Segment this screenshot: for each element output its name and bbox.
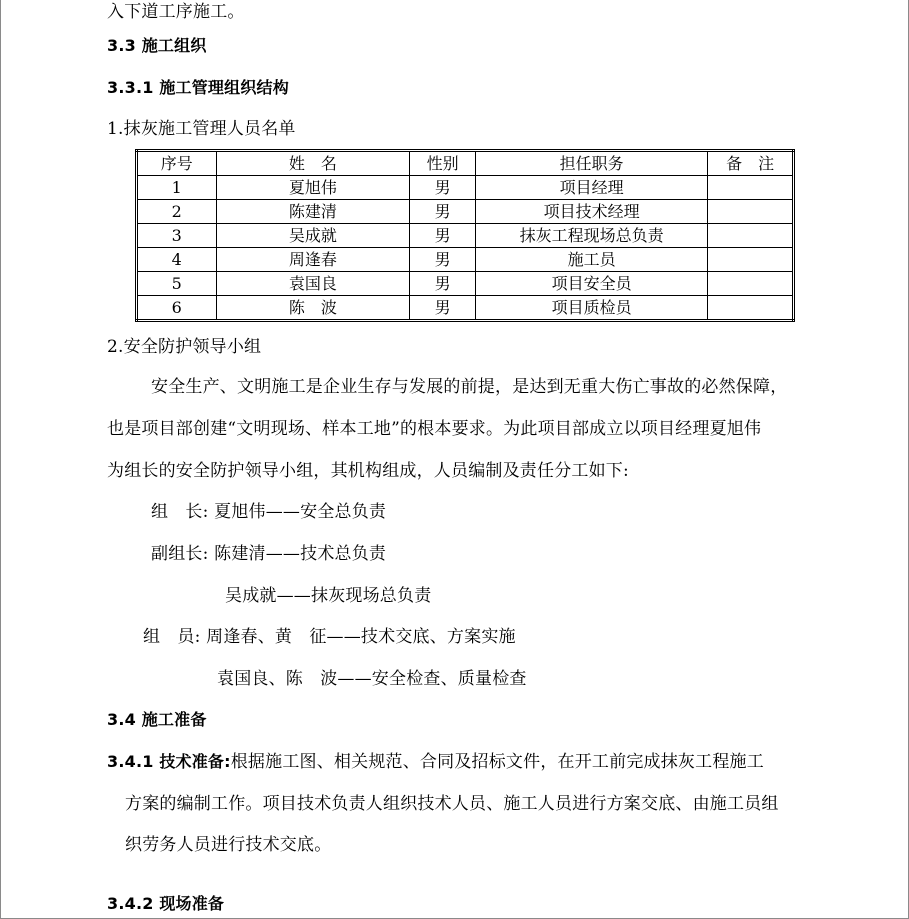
paragraph-line-1: 安全生产、文明施工是企业生存与发展的前提，是达到无重大伤亡事故的必然保障， [151, 377, 788, 397]
cell-remarks [708, 200, 794, 224]
cell-remarks [708, 296, 794, 321]
cell-name: 陈 波 [216, 296, 410, 321]
cell-no: 3 [137, 224, 217, 248]
table-row [137, 248, 794, 272]
cell-gender: 男 [410, 296, 476, 321]
role-members-2: 袁国良、陈 波——安全检查、质量检查 [217, 669, 527, 689]
cell-no: 2 [137, 200, 217, 224]
intro-tail-text: 入下道工序施工。 [107, 2, 245, 22]
role-members: 组 员: 周逢春、黄 征——技术交底、方案实施 [143, 627, 516, 647]
cell-gender: 男 [410, 176, 476, 200]
cell-remarks [708, 176, 794, 200]
cell-duty: 施工员 [475, 248, 707, 272]
section-3-4-1-text-1: 根据施工图、相关规范、合同及招标文件，在开工前完成抹灰工程施工 [230, 752, 764, 772]
cell-duty: 项目质检员 [475, 296, 707, 321]
section-3-4-1-first-line [107, 751, 764, 773]
cell-remarks [708, 248, 794, 272]
cell-remarks [708, 224, 794, 248]
role-deputy: 副组长: 陈建清——技术总负责 [151, 544, 387, 564]
cell-name: 袁国良 [216, 272, 410, 296]
column-header-name: 姓 名 [216, 151, 410, 176]
column-header-remarks: 备 注 [708, 151, 794, 176]
section-3-4-1-label: 3.4.1 技术准备: [107, 752, 231, 771]
table-row [137, 200, 794, 224]
role-leader: 组 长: 夏旭伟——安全总负责 [151, 502, 387, 522]
list-item-safety-group: 2.安全防护领导小组 [107, 337, 262, 357]
cell-name: 夏旭伟 [216, 176, 410, 200]
staff-roster-table [135, 149, 795, 322]
cell-name: 周逢春 [216, 248, 410, 272]
table-header-row [137, 151, 794, 176]
cell-no: 1 [137, 176, 217, 200]
column-header-no: 序号 [137, 151, 217, 176]
column-header-duty: 担任职务 [475, 151, 707, 176]
section-3-4-1-text-3: 织劳务人员进行技术交底。 [125, 835, 332, 855]
cell-duty: 项目安全员 [475, 272, 707, 296]
section-3-4-1-text-2: 方案的编制工作。项目技术负责人组织技术人员、施工人员进行方案交底、由施工员组 [125, 794, 779, 814]
cell-duty: 项目经理 [475, 176, 707, 200]
paragraph-line-3: 为组长的安全防护领导小组，其机构组成，人员编制及责任分工如下: [107, 461, 629, 481]
paragraph-line-2: 也是项目部创建“文明现场、样本工地”的根本要求。为此项目部成立以项目经理夏旭伟 [107, 419, 762, 439]
cell-name: 吴成就 [216, 224, 410, 248]
table-row [137, 272, 794, 296]
table-row [137, 176, 794, 200]
cell-name: 陈建清 [216, 200, 410, 224]
section-3-4-2-heading: 3.4.2 现场准备 [107, 894, 225, 913]
column-header-gender: 性别 [410, 151, 476, 176]
cell-no: 6 [137, 296, 217, 321]
table-row [137, 224, 794, 248]
cell-remarks [708, 272, 794, 296]
cell-gender: 男 [410, 200, 476, 224]
cell-duty: 项目技术经理 [475, 200, 707, 224]
list-item-staff-roster: 1.抹灰施工管理人员名单 [107, 119, 296, 139]
cell-no: 5 [137, 272, 217, 296]
cell-duty: 抹灰工程现场总负责 [475, 224, 707, 248]
cell-gender: 男 [410, 224, 476, 248]
section-3-3-heading: 3.3 施工组织 [107, 36, 207, 55]
cell-no: 4 [137, 248, 217, 272]
cell-gender: 男 [410, 272, 476, 296]
table-row [137, 296, 794, 321]
section-3-4-heading: 3.4 施工准备 [107, 710, 207, 729]
role-deputy-2: 吴成就——抹灰现场总负责 [225, 586, 432, 606]
cell-gender: 男 [410, 248, 476, 272]
section-3-3-1-heading: 3.3.1 施工管理组织结构 [107, 78, 289, 97]
